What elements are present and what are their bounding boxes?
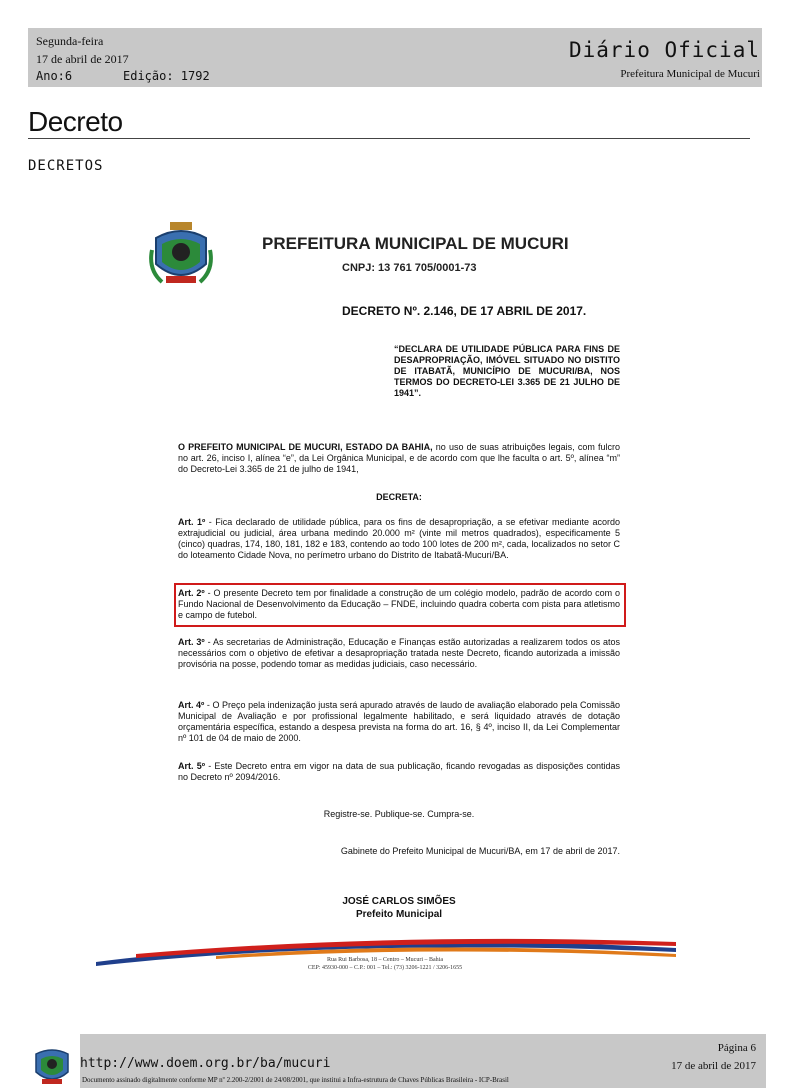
signature-block [178, 895, 620, 921]
signer-title: Prefeito Municipal [355, 909, 443, 920]
letterhead-address [200, 956, 570, 972]
closing-formula: Registre-se. Publique-se. Cumpra-se. [323, 809, 475, 819]
footer-page: Página 6 [717, 1042, 756, 1054]
article-4-text: - O Preço pela indenização justa será apurado através de laudo de avaliação elaborado pela Comissão Municipal de Avaliação e por profissional legalmente habilitado, e será liquidado através de dotação orçamentária específica, estando a despesa prevista na forma do art. 16, § 4º, inciso II, da Lei Complementar nº 101 de 04 de maio de 2000. [178, 700, 621, 743]
footer-crest-icon [30, 1044, 74, 1088]
header-bar [28, 28, 762, 87]
article-5-text: - Este Decreto entra em vigor na data de sua publicação, ficando revogadas as disposições contidas no Decreto nº 2094/2016. [178, 761, 620, 782]
footer-legal-note: Documento assinado digitalmente conforme MP nº 2.200-2/2001 de 24/08/2001, que institui a Infra-estrutura de Chaves Públicas Brasileira - ICP-Brasil [82, 1076, 509, 1084]
article-1 [178, 517, 620, 561]
gazette-title: Diário Oficial [568, 38, 760, 62]
preamble-paragraph [178, 442, 620, 475]
footer-url[interactable]: http://www.doem.org.br/ba/mucuri [80, 1056, 331, 1071]
article-1-text: - Fica declarado de utilidade pública, para os fins de desapropriação, a se efetivar mediante acordo extrajudicial ou judicial, área urbana medindo 20.000 m² (vinte mil metros quadrados), especificamente 5 (cinco) quadras, 174, 180, 181, 182 e 183, contendo ao todo 100 lotes de 200 m², cada, localizados no setor C do loteamento Cidade Nova, no perímetro urbano do Distrito de Itabatã-Mucuri/BA. [178, 517, 620, 560]
article-1-label: Art. 1º [178, 517, 206, 527]
section-subtitle: DECRETOS [28, 158, 104, 174]
article-3-text: - As secretarias de Administração, Educação e Finanças estão autorizadas a realizarem todos os atos necessários com o objetivo de efetivar a desapropriação tratada neste Decreto, ficando autorizada a imissão provisória na posse, podendo tomar as medidas judiciais, caso necessário. [178, 637, 620, 669]
decree-ementa: “DECLARA DE UTILIDADE PÚBLICA PARA FINS DE DESAPROPRIAÇÃO, IMÓVEL SITUADO NO DISTITO DE ITABATÃ, MUNICÍPIO DE MUCURI/BA, NOS TERMOS DO DECRETO-LEI 3.365 DE 21 JULHO DE 1941”. [394, 344, 620, 398]
article-3 [178, 637, 620, 670]
footer-bar [80, 1034, 766, 1088]
decreta-heading: DECRETA: [376, 492, 422, 502]
footer-date: 17 de abril de 2017 [671, 1060, 756, 1072]
article-2-text: - O presente Decreto tem por finalidade a construção de um colégio modelo, padrão de acordo com o Fundo Nacional de Desenvolvimento da Educação – FNDE, incluindo quadra coberta com pista para atletismo e campo de futebol. [178, 588, 620, 620]
org-cnpj: CNPJ: 13 761 705/0001-73 [342, 262, 477, 274]
article-2-label: Art. 2º [178, 588, 205, 598]
section-divider [28, 138, 750, 139]
org-name: PREFEITURA MUNICIPAL DE MUCURI [262, 234, 569, 253]
address-line-2: CEP: 45930-000 – C.P.: 001 – Tel.: (73) 3206-1221 / 3206-1655 [307, 965, 463, 971]
article-4 [178, 700, 620, 744]
municipal-crest-icon [148, 220, 214, 290]
header-date: 17 de abril de 2017 [36, 52, 129, 66]
article-3-label: Art. 3º [178, 637, 205, 647]
preamble-text: no uso de suas atribuições legais, com fulcro no art. 26, inciso I, alínea “e”, da Lei Orgânica Municipal, e de acordo com que lhe faculta o art. 5º, alínea “m” do Decreto-Lei 3.365 de 21 de julho de 1941, [178, 442, 620, 474]
gazette-subtitle: Prefeitura Municipal de Mucuri [620, 68, 760, 80]
article-5 [178, 761, 620, 783]
header-edition: Edição: 1792 [123, 69, 210, 83]
signer-name: JOSÉ CARLOS SIMÕES [342, 896, 456, 907]
header-weekday: Segunda-feira [36, 34, 104, 48]
decree-number: DECRETO Nº. 2.146, DE 17 ABRIL DE 2017. [342, 304, 587, 318]
header-year: Ano:6 [36, 69, 73, 83]
section-title: Decreto [28, 106, 123, 137]
article-5-label: Art. 5º [178, 761, 205, 771]
article-4-label: Art. 4º [178, 700, 205, 710]
preamble-bold: O PREFEITO MUNICIPAL DE MUCURI, ESTADO DA BAHIA, [178, 442, 433, 452]
decree-document [140, 210, 630, 990]
article-2 [178, 588, 620, 621]
place-and-date: Gabinete do Prefeito Municipal de Mucuri/BA, em 17 de abril de 2017. [340, 846, 620, 856]
address-line-1: Rua Rui Barbosa, 18 – Centro – Mucuri – Bahia [327, 957, 443, 963]
